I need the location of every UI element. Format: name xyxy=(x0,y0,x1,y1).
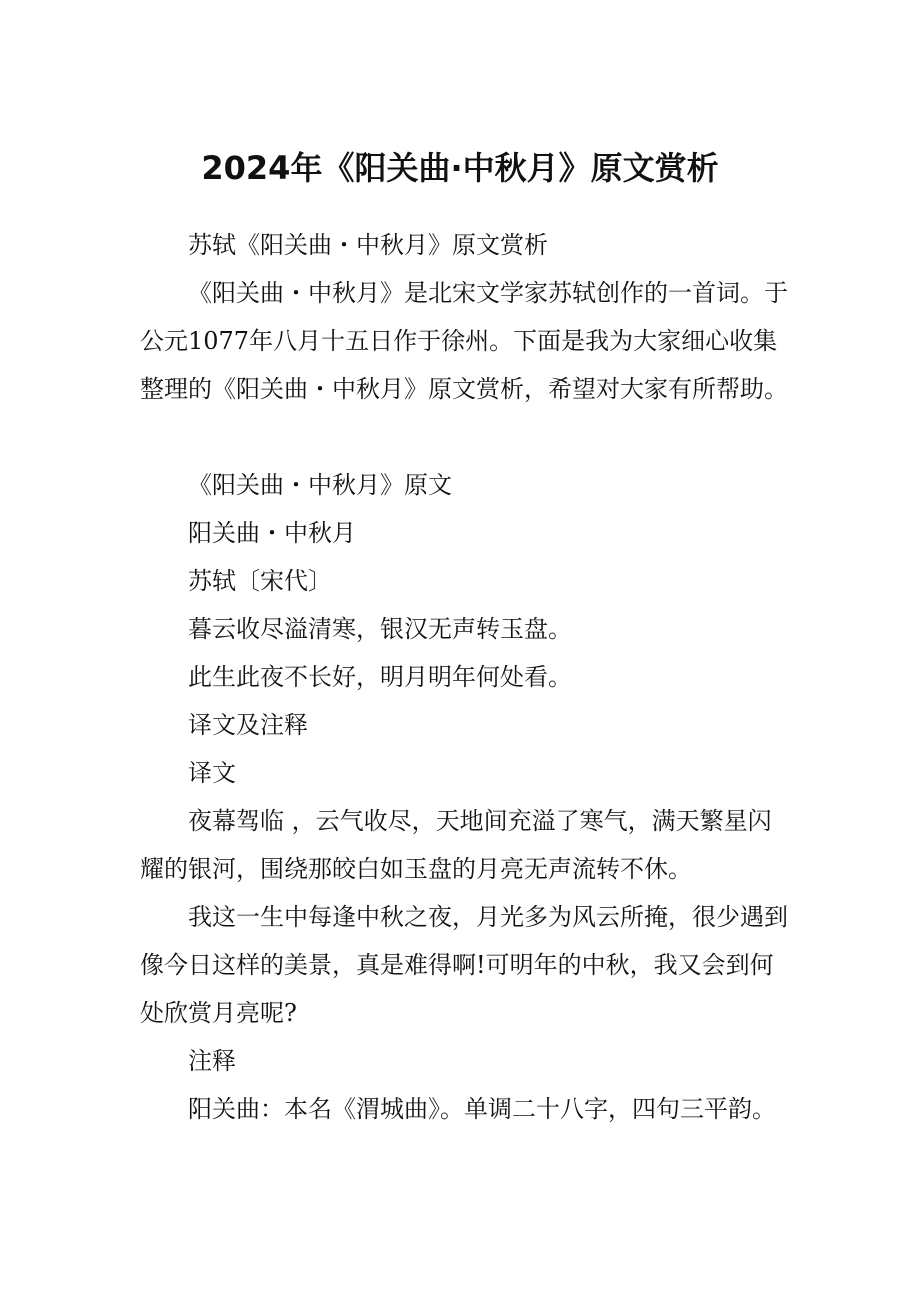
poem-line-1: 暮云收尽溢清寒，银汉无声转玉盘。 xyxy=(188,615,572,643)
section-heading-translation-notes: 译文及注释 xyxy=(188,711,308,739)
section-heading-translation: 译文 xyxy=(188,759,236,787)
subtitle-paragraph: 苏轼《阳关曲・中秋月》原文赏析 xyxy=(188,231,548,259)
translation-paragraph-1: 夜幕驾临 ，云气收尽，天地间充溢了寒气，满天繁星闪耀的银河，围绕那皎白如玉盘的月亮无声流转不休。 xyxy=(140,807,772,883)
poem-title: 阳关曲・中秋月 xyxy=(188,519,356,547)
section-heading-notes: 注释 xyxy=(188,1047,236,1075)
translation-paragraph-2: 我这一生中每逢中秋之夜，月光多为风云所掩，很少遇到像今日这样的美景，真是难得啊!可明年的中秋，我又会到何处欣赏月亮呢? xyxy=(140,903,788,1027)
note-paragraph-1: 阳关曲：本名《渭城曲》。单调二十八字，四句三平韵。 xyxy=(188,1095,776,1123)
document-title: 2024年《阳关曲·中秋月》原文赏析 xyxy=(201,149,719,187)
intro-paragraph: 《阳关曲・中秋月》是北宋文学家苏轼创作的一首词。于公元1077年八月十五日作于徐州。下面是我为大家细心收集整理的《阳关曲・中秋月》原文赏析，希望对大家有所帮助。 xyxy=(140,279,788,403)
document-body xyxy=(140,221,795,1133)
section-heading-original-text: 《阳关曲・中秋月》原文 xyxy=(188,471,452,499)
poem-author: 苏轼〔宋代〕 xyxy=(188,567,332,595)
paragraph-spacer xyxy=(140,413,795,461)
poem-line-2: 此生此夜不长好，明月明年何处看。 xyxy=(188,663,572,691)
